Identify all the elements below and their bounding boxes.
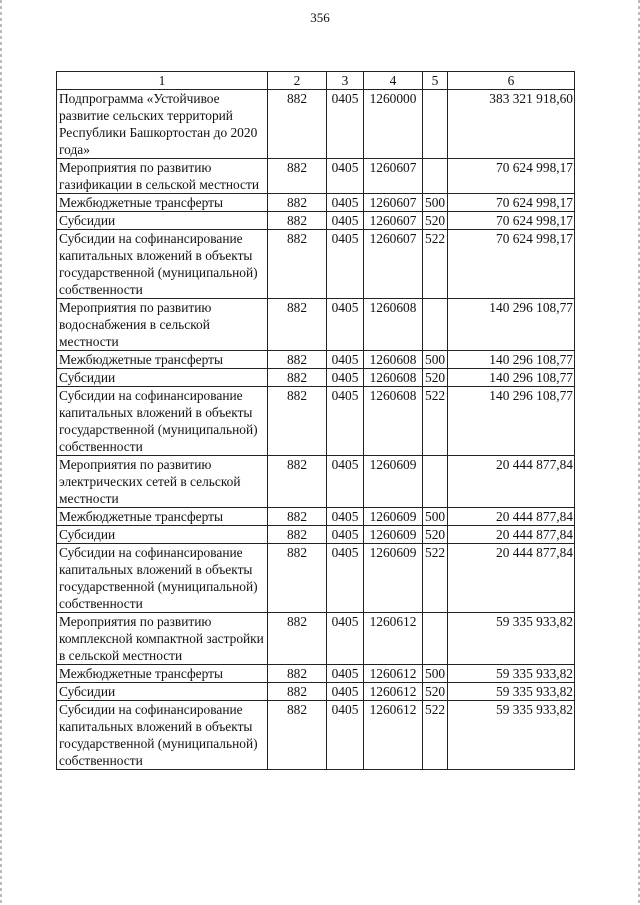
table-row xyxy=(57,230,575,299)
expense-type-cell xyxy=(423,159,448,194)
target-article-cell: 1260609 xyxy=(364,456,423,508)
expense-type-cell: 520 xyxy=(423,369,448,387)
column-header: 2 xyxy=(268,72,327,90)
table-row xyxy=(57,90,575,159)
expense-type-cell: 500 xyxy=(423,194,448,212)
item-name-cell: Подпрограмма «Устойчивое развитие сельских территорий Республики Башкортостан до 2020 года» xyxy=(57,90,268,159)
table-row xyxy=(57,683,575,701)
expense-type-cell: 520 xyxy=(423,212,448,230)
amount-cell: 59 335 933,82 xyxy=(448,683,575,701)
item-name-cell: Субсидии на софинансирование капитальных вложений в объекты государственной (муниципальной) собственности xyxy=(57,230,268,299)
target-article-cell: 1260608 xyxy=(364,369,423,387)
section-code-cell: 0405 xyxy=(327,508,364,526)
expense-type-cell: 522 xyxy=(423,230,448,299)
amount-cell: 59 335 933,82 xyxy=(448,665,575,683)
target-article-cell: 1260609 xyxy=(364,508,423,526)
item-name-cell: Субсидии xyxy=(57,526,268,544)
ministry-code-cell: 882 xyxy=(268,613,327,665)
target-article-cell: 1260607 xyxy=(364,194,423,212)
expense-type-cell: 522 xyxy=(423,544,448,613)
amount-cell: 20 444 877,84 xyxy=(448,526,575,544)
table-row xyxy=(57,701,575,770)
amount-cell: 59 335 933,82 xyxy=(448,701,575,770)
table-row xyxy=(57,369,575,387)
amount-cell: 70 624 998,17 xyxy=(448,159,575,194)
section-code-cell: 0405 xyxy=(327,665,364,683)
column-header: 4 xyxy=(364,72,423,90)
ministry-code-cell: 882 xyxy=(268,159,327,194)
item-name-cell: Субсидии на софинансирование капитальных вложений в объекты государственной (муниципальной) собственности xyxy=(57,701,268,770)
amount-cell: 383 321 918,60 xyxy=(448,90,575,159)
table-row xyxy=(57,456,575,508)
amount-cell: 70 624 998,17 xyxy=(448,194,575,212)
target-article-cell: 1260609 xyxy=(364,544,423,613)
section-code-cell: 0405 xyxy=(327,544,364,613)
expense-type-cell: 522 xyxy=(423,701,448,770)
section-code-cell: 0405 xyxy=(327,90,364,159)
column-header: 6 xyxy=(448,72,575,90)
item-name-cell: Субсидии на софинансирование капитальных вложений в объекты государственной (муниципальной) собственности xyxy=(57,387,268,456)
ministry-code-cell: 882 xyxy=(268,212,327,230)
ministry-code-cell: 882 xyxy=(268,387,327,456)
item-name-cell: Мероприятия по развитию водоснабжения в сельской местности xyxy=(57,299,268,351)
item-name-cell: Мероприятия по развитию газификации в сельской местности xyxy=(57,159,268,194)
amount-cell: 70 624 998,17 xyxy=(448,212,575,230)
amount-cell: 20 444 877,84 xyxy=(448,508,575,526)
section-code-cell: 0405 xyxy=(327,299,364,351)
expense-type-cell: 500 xyxy=(423,351,448,369)
amount-cell: 140 296 108,77 xyxy=(448,299,575,351)
item-name-cell: Межбюджетные трансферты xyxy=(57,351,268,369)
ministry-code-cell: 882 xyxy=(268,701,327,770)
target-article-cell: 1260607 xyxy=(364,212,423,230)
table-body xyxy=(57,90,575,770)
table-row xyxy=(57,387,575,456)
table-row xyxy=(57,508,575,526)
section-code-cell: 0405 xyxy=(327,159,364,194)
amount-cell: 20 444 877,84 xyxy=(448,456,575,508)
item-name-cell: Межбюджетные трансферты xyxy=(57,508,268,526)
section-code-cell: 0405 xyxy=(327,683,364,701)
expense-type-cell xyxy=(423,90,448,159)
column-header: 3 xyxy=(327,72,364,90)
expense-type-cell: 500 xyxy=(423,665,448,683)
ministry-code-cell: 882 xyxy=(268,351,327,369)
section-code-cell: 0405 xyxy=(327,613,364,665)
item-name-cell: Субсидии xyxy=(57,683,268,701)
table-row xyxy=(57,159,575,194)
amount-cell: 140 296 108,77 xyxy=(448,369,575,387)
table-row xyxy=(57,665,575,683)
amount-cell: 70 624 998,17 xyxy=(448,230,575,299)
table-row xyxy=(57,299,575,351)
table-row xyxy=(57,351,575,369)
expense-type-cell: 520 xyxy=(423,526,448,544)
target-article-cell: 1260612 xyxy=(364,613,423,665)
table-row xyxy=(57,526,575,544)
table-row xyxy=(57,544,575,613)
table-row xyxy=(57,613,575,665)
item-name-cell: Субсидии xyxy=(57,369,268,387)
section-code-cell: 0405 xyxy=(327,212,364,230)
budget-table xyxy=(56,71,575,770)
item-name-cell: Межбюджетные трансферты xyxy=(57,665,268,683)
ministry-code-cell: 882 xyxy=(268,508,327,526)
section-code-cell: 0405 xyxy=(327,456,364,508)
section-code-cell: 0405 xyxy=(327,526,364,544)
section-code-cell: 0405 xyxy=(327,369,364,387)
scan-left-edge xyxy=(0,0,2,905)
target-article-cell: 1260000 xyxy=(364,90,423,159)
ministry-code-cell: 882 xyxy=(268,456,327,508)
item-name-cell: Мероприятия по развитию комплексной компактной застройки в сельской местности xyxy=(57,613,268,665)
ministry-code-cell: 882 xyxy=(268,665,327,683)
amount-cell: 140 296 108,77 xyxy=(448,351,575,369)
expense-type-cell xyxy=(423,299,448,351)
table-row xyxy=(57,212,575,230)
item-name-cell: Межбюджетные трансферты xyxy=(57,194,268,212)
section-code-cell: 0405 xyxy=(327,387,364,456)
target-article-cell: 1260612 xyxy=(364,665,423,683)
target-article-cell: 1260608 xyxy=(364,387,423,456)
expense-type-cell: 522 xyxy=(423,387,448,456)
expense-type-cell: 520 xyxy=(423,683,448,701)
target-article-cell: 1260608 xyxy=(364,299,423,351)
item-name-cell: Мероприятия по развитию электрических сетей в сельской местности xyxy=(57,456,268,508)
column-header: 5 xyxy=(423,72,448,90)
ministry-code-cell: 882 xyxy=(268,230,327,299)
target-article-cell: 1260608 xyxy=(364,351,423,369)
ministry-code-cell: 882 xyxy=(268,526,327,544)
target-article-cell: 1260609 xyxy=(364,526,423,544)
target-article-cell: 1260607 xyxy=(364,230,423,299)
table-row xyxy=(57,194,575,212)
item-name-cell: Субсидии xyxy=(57,212,268,230)
expense-type-cell: 500 xyxy=(423,508,448,526)
ministry-code-cell: 882 xyxy=(268,90,327,159)
amount-cell: 140 296 108,77 xyxy=(448,387,575,456)
column-header: 1 xyxy=(57,72,268,90)
section-code-cell: 0405 xyxy=(327,351,364,369)
section-code-cell: 0405 xyxy=(327,230,364,299)
ministry-code-cell: 882 xyxy=(268,299,327,351)
expense-type-cell xyxy=(423,456,448,508)
target-article-cell: 1260612 xyxy=(364,701,423,770)
target-article-cell: 1260607 xyxy=(364,159,423,194)
ministry-code-cell: 882 xyxy=(268,194,327,212)
ministry-code-cell: 882 xyxy=(268,683,327,701)
section-code-cell: 0405 xyxy=(327,194,364,212)
amount-cell: 20 444 877,84 xyxy=(448,544,575,613)
page-number: 356 xyxy=(310,10,330,25)
section-code-cell: 0405 xyxy=(327,701,364,770)
ministry-code-cell: 882 xyxy=(268,369,327,387)
amount-cell: 59 335 933,82 xyxy=(448,613,575,665)
item-name-cell: Субсидии на софинансирование капитальных вложений в объекты государственной (муниципальной) собственности xyxy=(57,544,268,613)
target-article-cell: 1260612 xyxy=(364,683,423,701)
expense-type-cell xyxy=(423,613,448,665)
ministry-code-cell: 882 xyxy=(268,544,327,613)
header-row xyxy=(57,72,575,90)
